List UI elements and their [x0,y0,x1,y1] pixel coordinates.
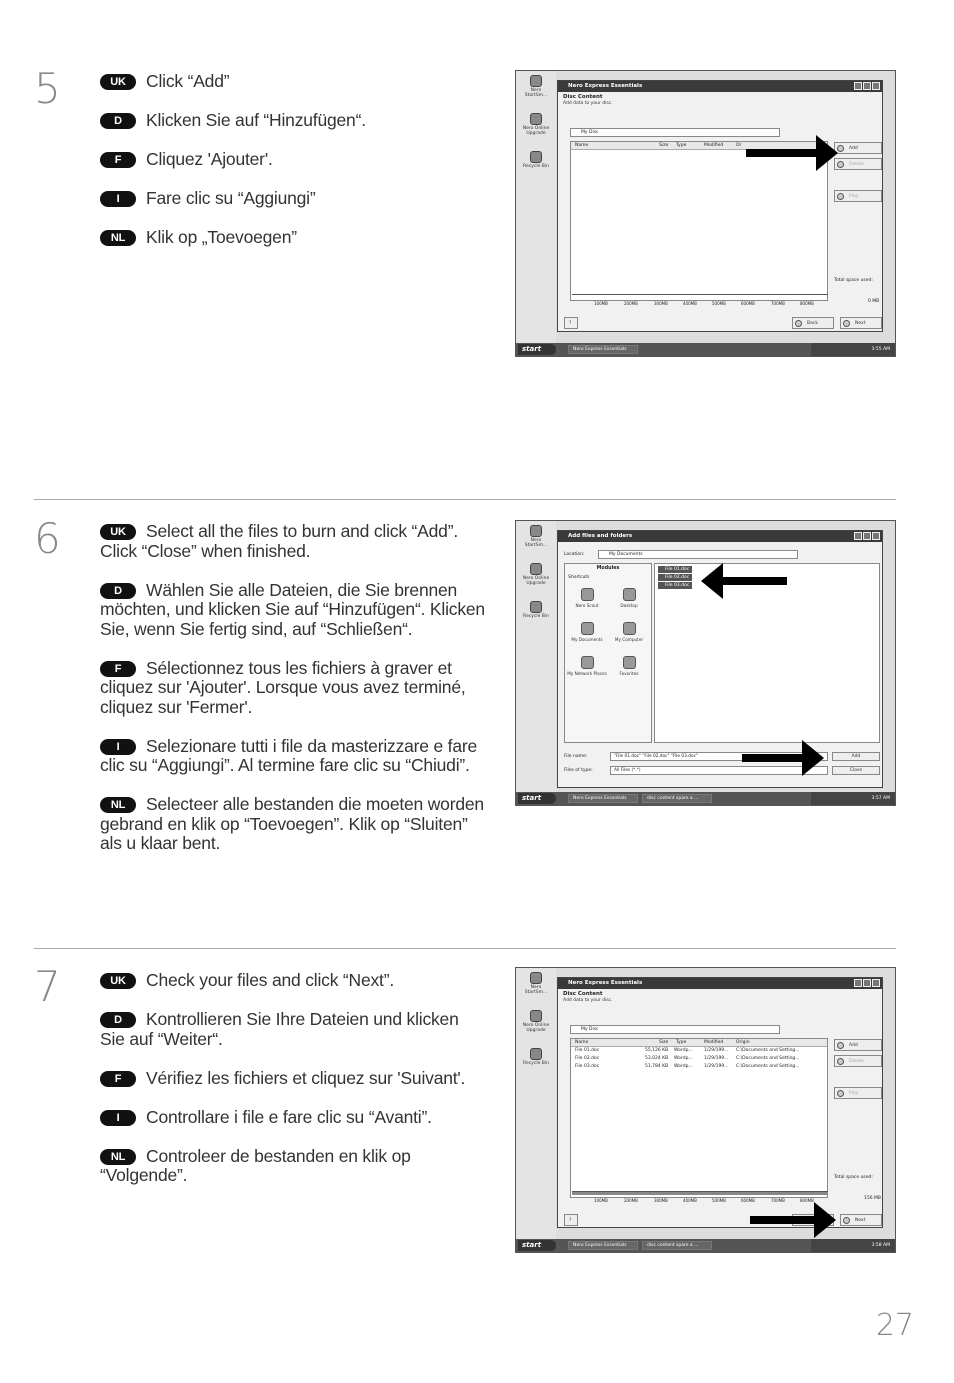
desktop-icon: Nero Online Upgrade [519,563,553,586]
section-subtitle: Add data to your disc. [563,101,613,106]
section-title: Disc Content [563,94,603,100]
taskbar-item[interactable]: disc content spare a ... [642,794,712,803]
section-subtitle: Add data to your disc. [563,998,613,1003]
play-button[interactable]: Play [834,1087,882,1099]
help-button[interactable]: ? [564,317,578,329]
filetype-select[interactable]: All Files (*.*) [610,766,828,775]
instruction-line: I Controllare i file e fare clic su “Avanti”. [100,1108,485,1128]
pointer-arrow-icon [750,1216,814,1224]
system-tray: 3:55 AM [811,343,895,356]
upgrade-icon [530,563,542,575]
section-divider [34,948,896,949]
pointer-arrow-icon [746,149,816,157]
file-list [570,141,828,301]
play-icon [837,193,844,200]
total-space-value: 156 MB [864,1196,881,1201]
section-title: Disc Content [563,991,603,997]
instruction-line: UK Select all the files to burn and click “Add”. Click “Close” when finished. [100,521,458,561]
recycle-bin-icon [530,1048,542,1060]
table-row[interactable]: File 01.doc 55,126 KB Wordp... 1/29/199... C:\Documents and Setting... [575,1048,800,1053]
instruction-line: I Selezionare tutti i file da masterizzare e fare clic su “Aggiungi”. Al termine fare clic su “Chiudi”. [100,735,478,775]
start-button[interactable]: start [518,793,556,804]
taskbar [516,1239,895,1252]
list-item[interactable]: File 01.doc [658,566,692,573]
lang-badge: I [100,191,136,207]
screenshot-step-7 [515,967,896,1253]
list-item[interactable]: File 02.doc [658,574,692,581]
minimize-icon[interactable] [854,979,862,987]
screenshot-step-5 [515,70,896,357]
desktop [516,71,556,343]
play-icon [837,1090,844,1097]
lang-badge: UK [100,973,136,989]
module-item[interactable]: My Network Places [567,656,607,676]
modules-title: Modules [596,566,620,571]
location-label: Location: [564,552,585,557]
upgrade-icon [530,1010,542,1022]
taskbar [516,792,895,805]
disc-combo[interactable]: My Disc [570,128,780,137]
table-row[interactable]: File 03.doc 51,784 KB Wordp... 1/29/199... C:\Documents and Setting... [575,1064,800,1069]
nero-window [557,80,883,332]
computer-icon [623,622,636,635]
help-icon[interactable] [854,532,862,540]
system-tray: 3:57 AM [811,792,895,805]
desktop-icon: Nero Online Upgrade [519,1010,553,1033]
add-button[interactable]: Add [832,752,880,761]
lang-badge: D [100,113,136,129]
favorites-icon [623,656,636,669]
screenshot-step-6 [515,520,896,806]
module-item[interactable]: My Computer [609,622,649,642]
lang-badge: NL [100,797,136,813]
back-icon [795,320,802,327]
desktop-icon: Nero StartSm... [519,75,553,98]
lang-badge: F [100,152,136,168]
nero-icon [530,75,542,87]
documents-icon [581,622,594,635]
window-title: Nero Express Essentials [558,81,882,92]
upgrade-icon [530,113,542,125]
instruction-line: D Klicken Sie auf “Hinzufügen“. [100,111,485,131]
lang-badge: NL [100,1149,136,1165]
instruction-line: D Kontrollieren Sie Ihre Dateien und klicken Sie auf “Weiter“. [100,1009,459,1049]
filename-label: File name: [564,754,588,759]
add-icon [837,1042,844,1049]
taskbar-item[interactable]: Nero Express Essentials [568,1241,638,1250]
step-6-instructions [100,522,485,873]
instruction-line: UK Click “Add” [100,72,485,92]
lang-badge: NL [100,230,136,246]
lang-badge: D [100,1012,136,1028]
instruction-line: F Sélectionnez tous les fichiers à graver et cliquez sur 'Ajouter'. Lorsque vous avez terminé, cliquez sur 'Fermer'. [100,657,466,717]
total-space-label: Total space used: [834,278,873,283]
instruction-line: F Cliquez 'Ajouter'. [100,150,485,170]
lang-badge: D [100,583,136,599]
lang-badge: UK [100,74,136,90]
minimize-icon[interactable] [863,532,871,540]
desktop-icon: Recycle Bin [519,601,553,619]
minimize-icon[interactable] [854,82,862,90]
location-combo[interactable]: My Documents [598,550,798,559]
modules-panel [564,563,652,743]
step-number-7: 7 [34,962,61,1011]
list-item[interactable]: File 03.doc [658,582,692,589]
lang-badge: I [100,739,136,755]
next-icon [843,320,850,327]
next-icon [843,1217,850,1224]
delete-button[interactable]: Delete [834,1055,882,1067]
module-item[interactable]: Favorites [609,656,649,676]
filename-input[interactable]: "File 01.doc" "File 02.doc" "File 03.doc" [610,752,828,761]
lang-badge: F [100,1071,136,1087]
desktop-icon: Nero StartSm... [519,972,553,995]
start-button[interactable]: start [518,1240,556,1251]
window-title: Nero Express Essentials [558,978,882,989]
delete-button[interactable]: Delete [834,158,882,170]
step-5-instructions [100,72,485,267]
delete-icon [837,161,844,168]
next-button[interactable]: Next [840,1214,882,1226]
nero-window [557,977,883,1228]
file-list [570,1038,828,1198]
play-button[interactable]: Play [834,190,882,202]
pointer-arrow-icon [723,577,787,585]
close-button[interactable]: Close [832,766,880,775]
recycle-bin-icon [530,151,542,163]
module-item[interactable]: Nero Scout [567,588,607,608]
step-7-instructions [100,971,485,1205]
scout-icon [581,588,594,601]
taskbar-item[interactable]: disc content spare a ... [642,1241,712,1250]
total-space-value: 0 MB [868,299,880,304]
add-button[interactable]: Add [834,1039,882,1051]
capacity-scale: 100MB 200MB 300MB 400MB 500MB 600MB 700MB 800MB [572,294,828,308]
list-header: Name Size Type Modified Or [571,142,827,150]
instruction-line: D Wählen Sie alle Dateien, die Sie brennen möchten, und klicken Sie auf “Hinzufügen“. Klicken Sie, wenn Sie fertig sind, auf “Schließen“. [100,579,485,639]
instruction-line: NL Controleer de bestanden en klik op “Volgende”. [100,1145,411,1185]
shortcuts-label: Shortcuts [568,575,590,580]
filetype-label: Files of type: [564,768,593,773]
desktop-icon: Nero StartSm... [519,525,553,548]
maximize-icon[interactable] [863,82,871,90]
help-button[interactable]: ? [564,1214,578,1226]
desktop-icon: Recycle Bin [519,1048,553,1066]
module-item[interactable]: My Documents [567,622,607,642]
instruction-line: NL Klik op „Toevoegen” [100,228,485,248]
module-item[interactable]: Desktop [609,588,649,608]
step-number-5: 5 [34,64,61,113]
close-icon[interactable] [872,979,880,987]
desktop-icon: Recycle Bin [519,151,553,169]
maximize-icon[interactable] [863,979,871,987]
total-space-label: Total space used: [834,1175,873,1180]
add-icon [837,145,844,152]
next-button[interactable]: Next [840,317,882,329]
desktop [516,521,556,792]
lang-badge: I [100,1110,136,1126]
instruction-line: I Fare clic su “Aggiungi” [100,189,485,209]
file-browser [654,563,880,743]
capacity-scale: 100MB 200MB 300MB 400MB 500MB 600MB 700MB 800MB [572,1191,828,1205]
desktop [516,968,556,1239]
nero-icon [530,525,542,537]
system-tray: 3:58 AM [811,1239,895,1252]
disc-combo[interactable]: My Disc [570,1025,780,1034]
desktop-icon: Nero Online Upgrade [519,113,553,136]
taskbar-item[interactable]: Nero Express Essentials [568,345,638,354]
pointer-arrow-icon [742,754,802,762]
lang-badge: UK [100,524,136,540]
taskbar [516,343,895,356]
nero-icon [530,972,542,984]
close-icon[interactable] [872,532,880,540]
instruction-line: F Vérifiez les fichiers et cliquez sur 'Suivant'. [100,1069,485,1089]
step-number-6: 6 [34,514,61,563]
close-icon[interactable] [872,82,880,90]
recycle-bin-icon [530,601,542,613]
start-button[interactable]: start [518,344,556,355]
dialog-title: Add files and folders [558,531,882,542]
delete-icon [837,1058,844,1065]
instruction-line: UK Check your files and click “Next”. [100,971,485,991]
list-header: Name Size Type Modified Origin [571,1039,827,1047]
network-icon [581,656,594,669]
taskbar-item[interactable]: Nero Express Essentials [568,794,638,803]
lang-badge: F [100,661,136,677]
page-number: 27 [875,1308,914,1343]
desktop-icon [623,588,636,601]
add-button[interactable]: Add [834,142,882,154]
instruction-line: NL Selecteer alle bestanden die moeten worden gebrand en klik op “Toevoegen”. Klik op “Sluiten” als u klaar bent. [100,794,484,853]
section-divider [34,499,896,500]
table-row[interactable]: File 02.doc 53,024 KB Wordp... 1/29/199... C:\Documents and Setting... [575,1056,800,1061]
back-button[interactable]: Back [792,317,834,329]
